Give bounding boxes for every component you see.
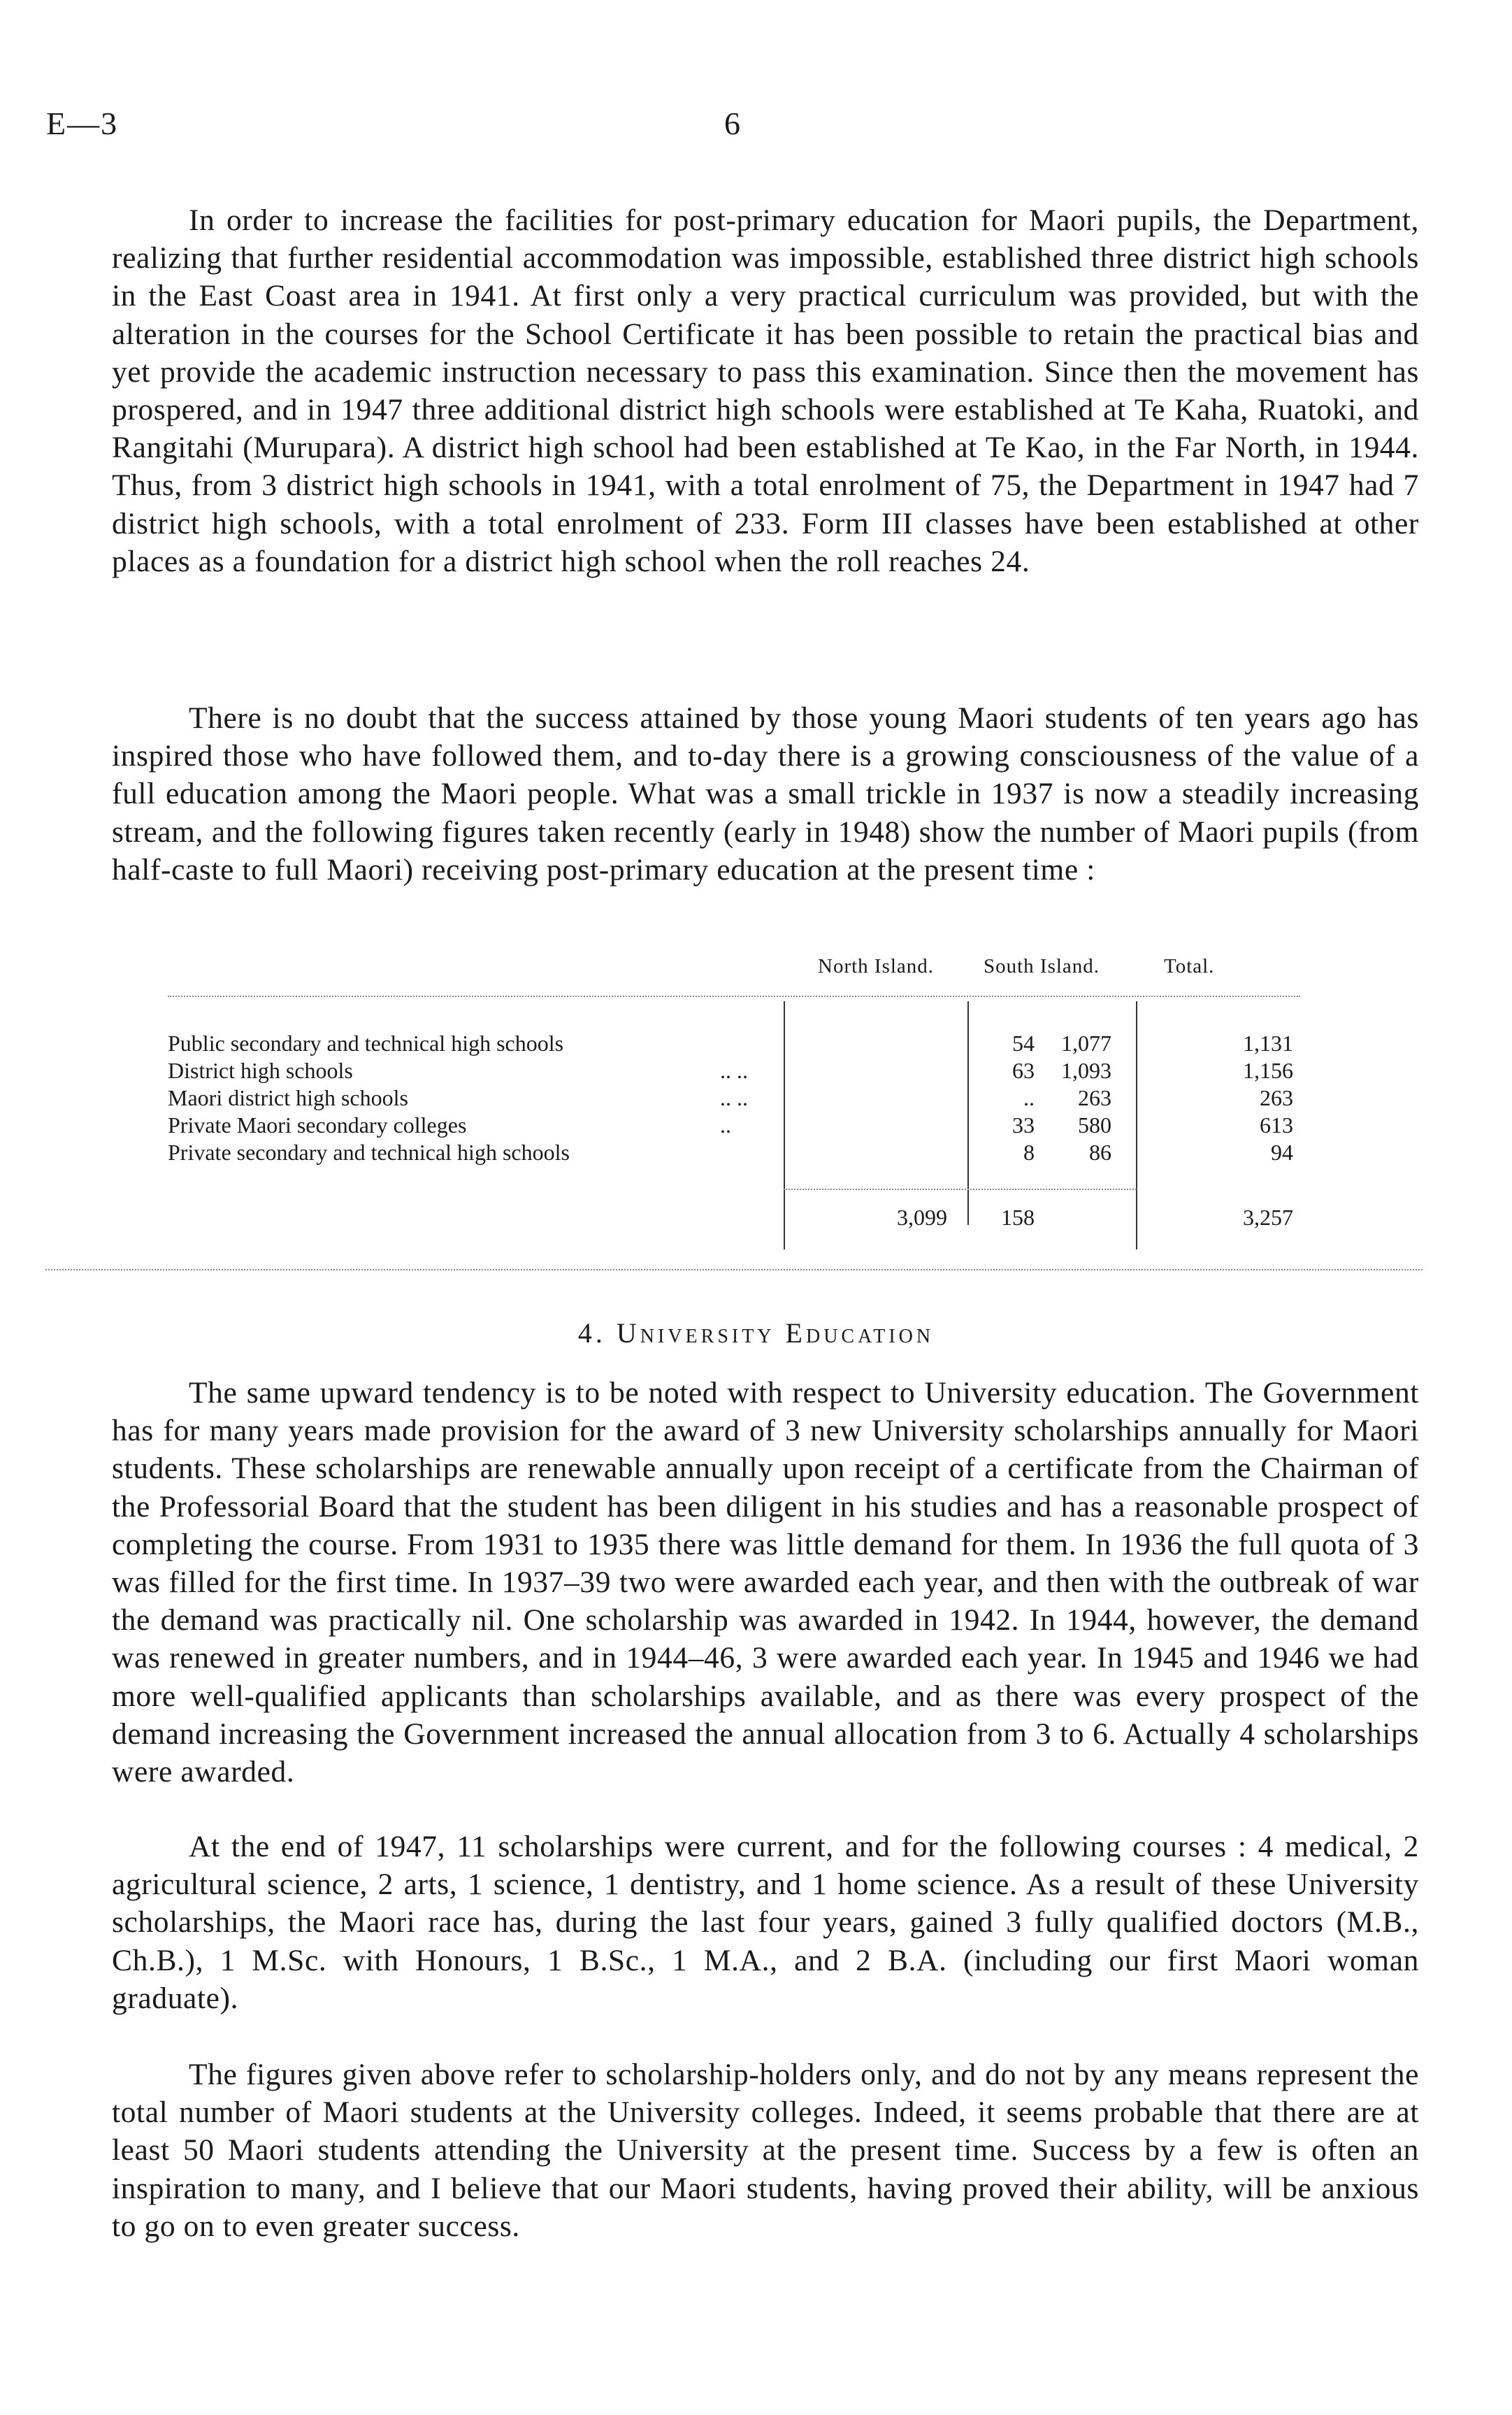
- document-reference: E—3: [46, 106, 119, 141]
- row-leader-dots: ..: [720, 1112, 731, 1138]
- row-north-value: 263: [1078, 1085, 1111, 1110]
- table-bottom-rule: [45, 1269, 1423, 1270]
- row-north-value: 1,093: [1061, 1058, 1111, 1083]
- row-label: Private Maori secondary colleges: [168, 1112, 467, 1138]
- table-row: [168, 1085, 1293, 1113]
- table-row: [168, 1112, 1293, 1140]
- row-south-value: 33: [1012, 1112, 1035, 1138]
- row-label: Private secondary and technical high schools: [168, 1140, 570, 1165]
- paragraph-university-education: The same upward tendency is to be noted with respect to University education. The Government has for many years made provision for the award of 3 new University scholarships annually for Maori students. These scholarships are renewable annually upon receipt of a certificate from the Chairman of the Professorial Board that the student has been diligent in his studies and has a reasonable prospect of completing the course. From 1931 to 1935 there was little demand for them. In 1936 the full quota of 3 was filled for the first time. In 1937–39 two were awarded each year, and then with the outbreak of war the demand was practically nil. One scholarship was awarded in 1942. In 1944, however, the demand was renewed in greater numbers, and in 1944–46, 3 were awarded each year. In 1945 and 1946 we had more well-qualified applicants than scholarships available, and as there was every prospect of the demand increasing the Government increased the annual allocation from 3 to 6. Actually 4 scholarships were awarded.: [112, 1376, 1419, 1789]
- row-south-value: ..: [1023, 1085, 1035, 1110]
- total-south: 158: [1001, 1205, 1035, 1230]
- table-top-rule: [168, 996, 1300, 997]
- page-number: 6: [724, 106, 740, 141]
- row-label: District high schools: [168, 1058, 353, 1083]
- row-label: Public secondary and technical high schools: [168, 1031, 564, 1056]
- row-north-value: 86: [1089, 1140, 1111, 1165]
- row-total-value: 1,131: [1243, 1031, 1293, 1056]
- paragraph-growing-consciousness: There is no doubt that the success attained by those young Maori students of ten years ago has inspired those who have followed them, and to-day there is a growing consciousness of the value of a full education among the Maori people. What was a small trickle in 1937 is now a steadily increasing stream, and the following figures taken recently (early in 1948) show the number of Maori pupils (from half-caste to full Maori) receiving post-primary education at the present time :: [112, 701, 1419, 887]
- paragraph-district-high-schools: In order to increase the facilities for post-primary education for Maori pupils, the Department, realizing that further residential accommodation was impossible, established three district high schools in the East Coast area in 1941. At first only a very practical curriculum was provided, but with the alteration in the courses for the School Certificate it has been possible to retain the practical bias and yet provide the academic instruction necessary to pass this examination. Since then the movement has prospered, and in 1947 three additional district high schools were established at Te Kaha, Ruatoki, and Rangitahi (Murupara). A district high school had been established at Te Kao, in the Far North, in 1944. Thus, from 3 district high schools in 1941, with a total enrolment of 75, the Department in 1947 had 7 district high schools, with a total enrolment of 233. Form III classes have been established at other places as a foundation for a district high school when the roll reaches 24.: [112, 203, 1419, 578]
- row-leader-dots: .. ..: [720, 1085, 748, 1110]
- table-row: [168, 1031, 1293, 1059]
- row-south-value: 54: [1012, 1031, 1035, 1056]
- header-north-island: North Island.: [818, 955, 935, 977]
- row-south-value: 8: [1023, 1140, 1035, 1165]
- totals-rule: [784, 1189, 1137, 1190]
- row-total-value: 263: [1260, 1085, 1293, 1110]
- table-row: [168, 1058, 1293, 1086]
- section-heading: 4. University Education: [577, 1317, 935, 1349]
- row-total-value: 94: [1271, 1140, 1293, 1165]
- table-row: [168, 1140, 1293, 1168]
- row-south-value: 63: [1012, 1058, 1035, 1083]
- header-total: Total.: [1164, 955, 1215, 977]
- row-label: Maori district high schools: [168, 1085, 408, 1110]
- paragraph-scholarship-holders: The figures given above refer to scholarship-holders only, and do not by any means represent the total number of Maori students at the University colleges. Indeed, it seems probable that there are at least 50 Maori students attending the University at the present time. Success by a few is often an inspiration to many, and I believe that our Maori students, having proved their ability, will be anxious to go on to even greater success.: [112, 2058, 1419, 2243]
- row-north-value: 1,077: [1061, 1031, 1111, 1056]
- total-north: 3,099: [897, 1205, 947, 1230]
- row-total-value: 613: [1260, 1112, 1293, 1138]
- total-grand: 3,257: [1243, 1205, 1293, 1230]
- row-total-value: 1,156: [1243, 1058, 1293, 1083]
- row-leader-dots: .. ..: [720, 1058, 748, 1083]
- paragraph-scholarships-current: At the end of 1947, 11 scholarships were current, and for the following courses : 4 medical, 2 agricultural science, 2 arts, 1 science, 1 dentistry, and 1 home science. As a result of these University scholarships, the Maori race has, during the last four years, gained 3 fully qualified doctors (M.B., Ch.B.), 1 M.Sc. with Honours, 1 B.Sc., 1 M.A., and 2 B.A. (including our first Maori woman graduate).: [112, 1830, 1419, 2015]
- row-north-value: 580: [1078, 1112, 1111, 1138]
- header-south-island: South Island.: [984, 955, 1100, 977]
